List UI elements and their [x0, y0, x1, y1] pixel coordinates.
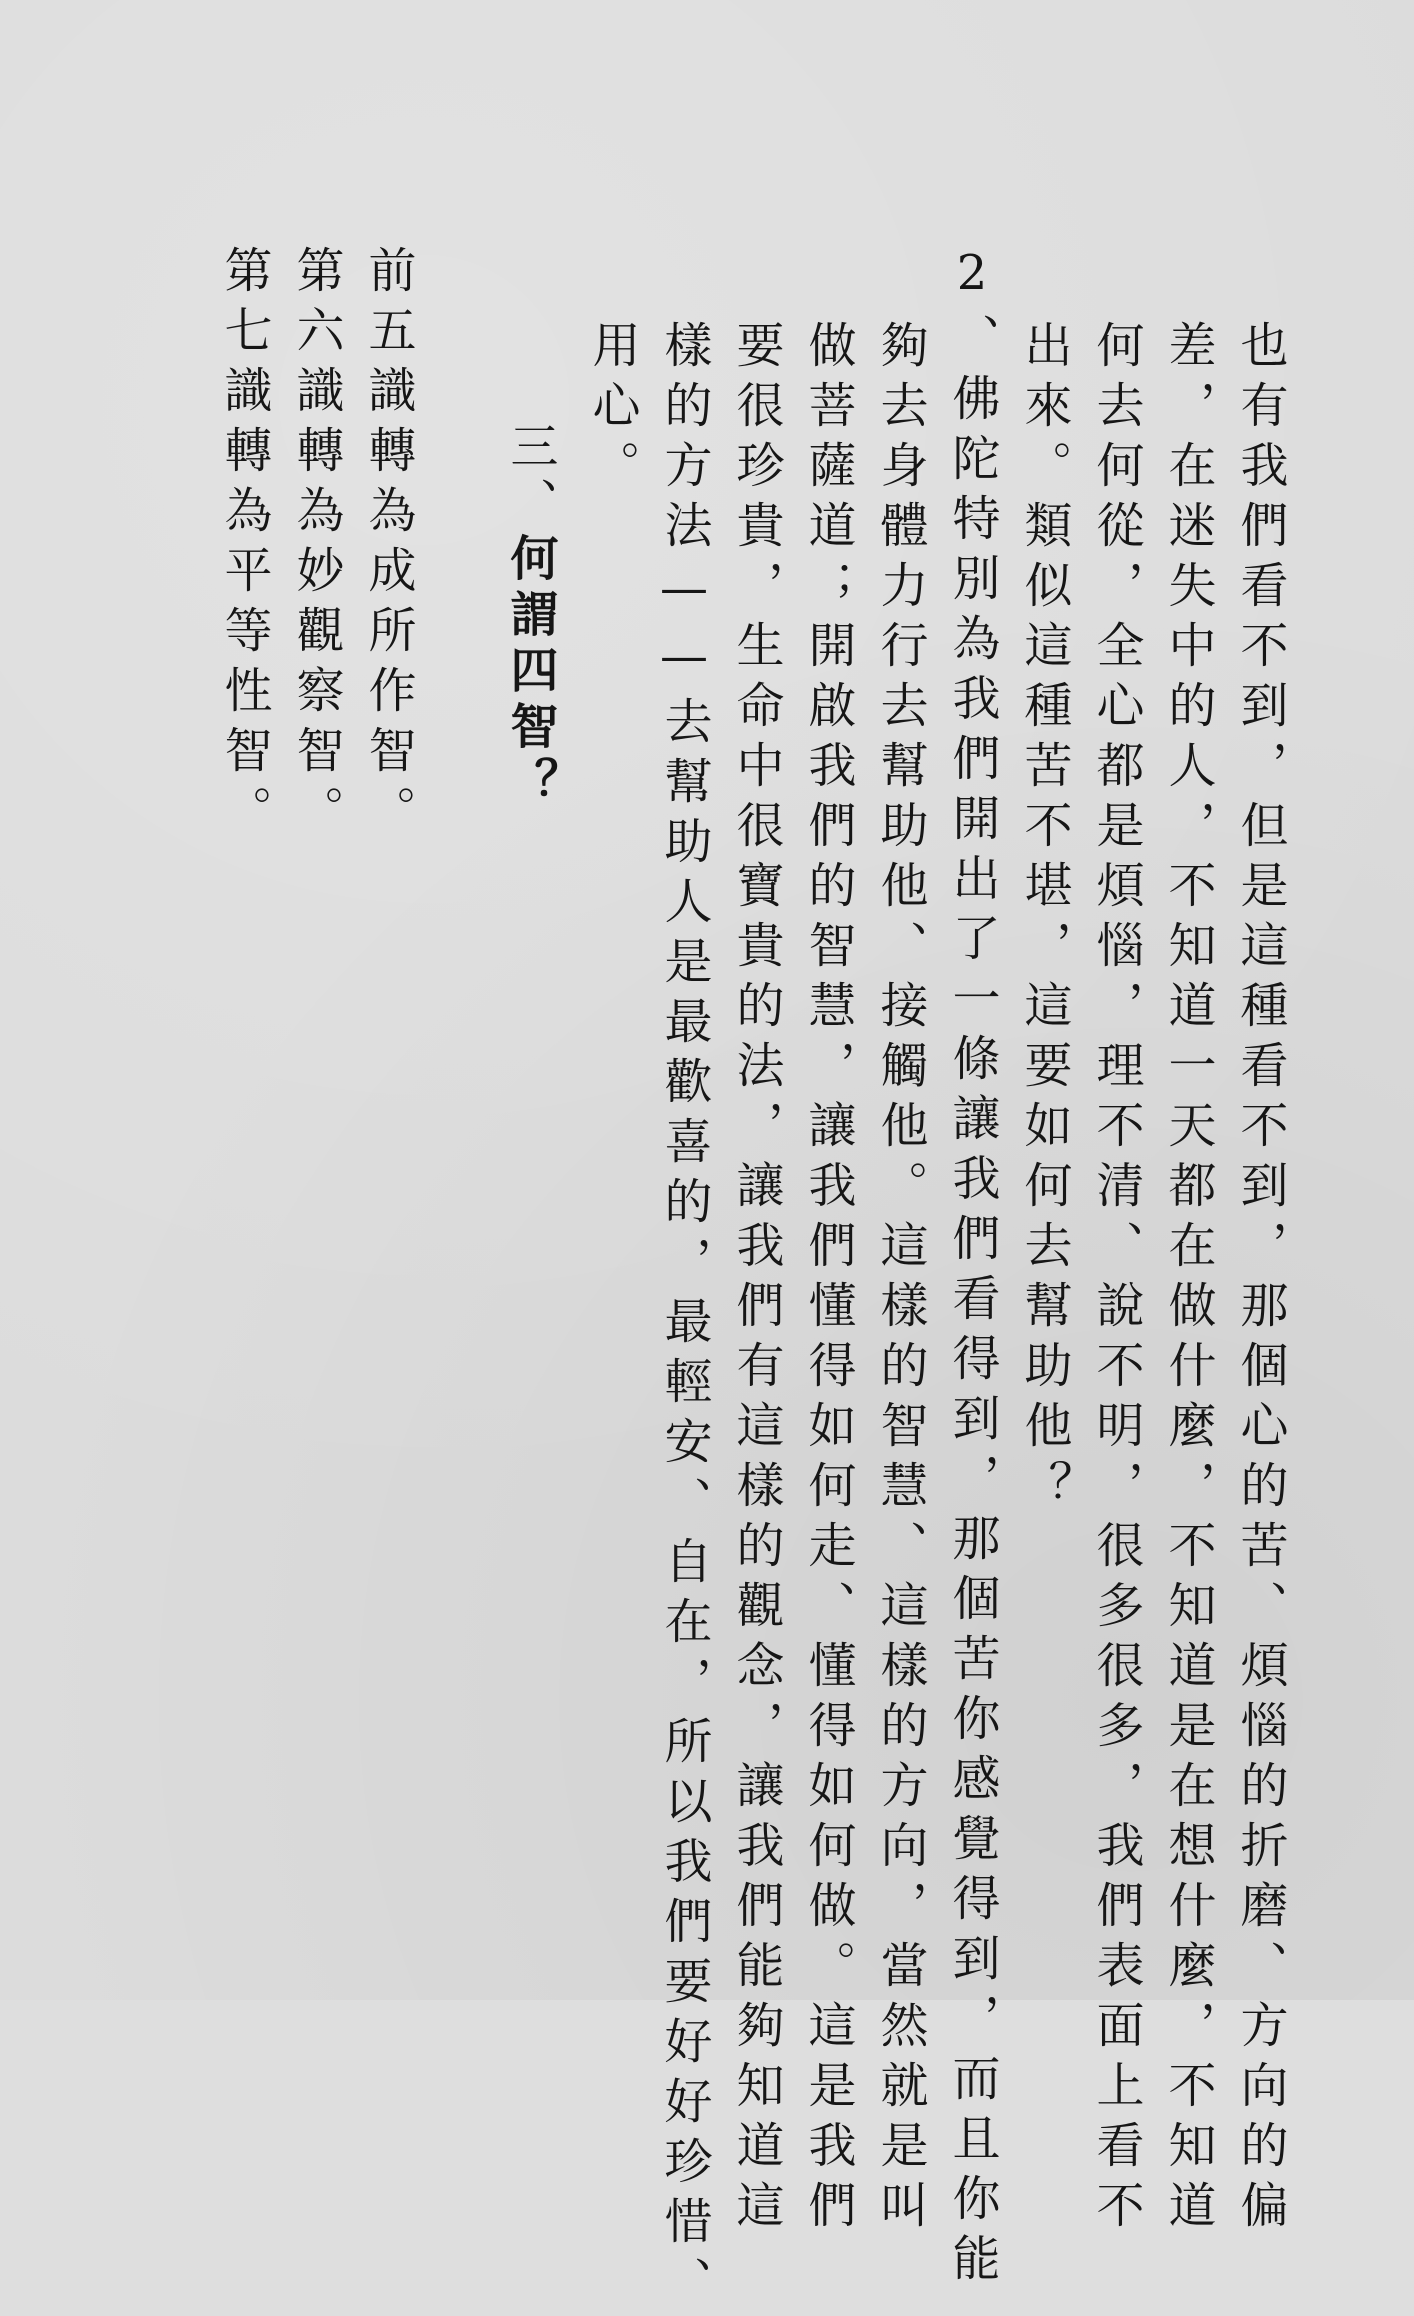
list-item-3: 第七識轉為平等性智。	[216, 245, 272, 845]
list-item-1: 前五識轉為成所作智。	[360, 245, 416, 845]
text-column-10: 用心。	[584, 320, 640, 500]
list-item-2: 第六識轉為妙觀察智。	[288, 245, 344, 845]
text-column-7: 做菩薩道；開啟我們的智慧，讓我們懂得如何走、懂得如何做。這是我們	[800, 320, 856, 2240]
text-column-2: 差，在迷失中的人，不知道一天都在做什麼，不知道是在想什麼，不知道	[1160, 320, 1216, 2240]
text-column-4: 出來。類似這種苦不堪，這要如何去幫助他？	[1016, 320, 1072, 1520]
text-column-3: 何去何從，全心都是煩惱，理不清、說不明，很多很多，我們表面上看不	[1088, 320, 1144, 2240]
section-title: 何謂四智？	[502, 533, 558, 813]
text-column-9: 樣的方法——去幫助人是最歡喜的，最輕安、自在，所以我們要好好珍惜、	[656, 320, 712, 2316]
section-number: 三、	[502, 421, 558, 533]
text-column-5: 2、佛陀特別為我們開出了一條讓我們看得到，那個苦你感覺得到，而且你能	[944, 245, 1000, 2293]
text-column-6: 夠去身體力行去幫助他、接觸他。這樣的智慧、這樣的方向，當然就是叫	[872, 320, 928, 2240]
section-heading	[425, 165, 635, 813]
text-column-8: 要很珍貴，生命中很寶貴的法，讓我們有這樣的觀念，讓我們能夠知道這	[728, 320, 784, 2240]
text-column-1: 也有我們看不到，但是這種看不到，那個心的苦、煩惱的折磨、方向的偏	[1232, 320, 1288, 2240]
